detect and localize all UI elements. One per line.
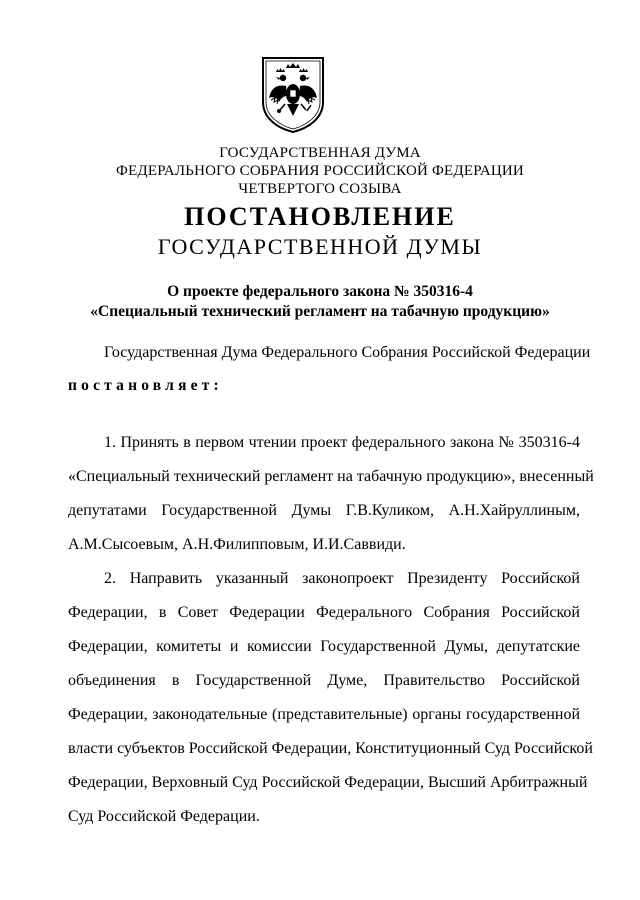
header-line-3: ЧЕТВЕРТОГО СОЗЫВА xyxy=(238,181,402,197)
header-line-2: ФЕДЕРАЛЬНОГО СОБРАНИЯ РОССИЙСКОЙ ФЕДЕРАЦИИ xyxy=(116,163,524,179)
document-title: ПОСТАНОВЛЕНИЕ xyxy=(184,202,456,231)
subject-line-2: «Специальный технический регламент на табачную продукцию» xyxy=(90,303,550,320)
paragraph-1-line-2: «Специальный технический регламент на табачную продукцию», внесенный xyxy=(68,468,594,485)
decides-text: постановляет: xyxy=(68,377,223,394)
paragraph-2-line-4: объединения в Государственной Думе, Правительство Российской xyxy=(68,672,580,689)
paragraph-1-line-3: депутатами Государственной Думы Г.В.Куликом, А.Н.Хайруллиным, xyxy=(68,502,580,519)
paragraph-2-line-3: Федерации, комитеты и комиссии Государственной Думы, депутатские xyxy=(68,638,580,655)
paragraph-2-line-8: Суд Российской Федерации. xyxy=(68,808,260,825)
preamble-text: Государственная Дума Федерального Собрания Российской Федерации xyxy=(104,344,591,361)
paragraph-1-line-1: 1. Принять в первом чтении проект федерального закона № 350316-4 xyxy=(104,434,580,451)
header-line-1: ГОСУДАРСТВЕННАЯ ДУМА xyxy=(219,145,421,161)
paragraph-2-line-6: власти субъектов Российской Федерации, Конституционный Суд Российской xyxy=(68,740,593,757)
document-subtitle: ГОСУДАРСТВЕННОЙ ДУМЫ xyxy=(157,234,483,259)
paragraph-2-line-2: Федерации, в Совет Федерации Федерального Собрания Российской xyxy=(68,604,580,621)
paragraph-2-line-7: Федерации, Верховный Суд Российской Федерации, Высший Арбитражный xyxy=(68,774,588,791)
subject-line-1: О проекте федерального закона № 350316-4 xyxy=(167,283,473,300)
paragraph-2-line-1: 2. Направить указанный законопроект Президенту Российской xyxy=(104,570,580,587)
paragraph-2-line-5: Федерации, законодательные (представительные) органы государственной xyxy=(68,706,580,723)
coat-of-arms-emblem xyxy=(259,54,327,134)
paragraph-1-line-4: А.М.Сысоевым, А.Н.Филипповым, И.И.Саввиди. xyxy=(68,536,406,553)
